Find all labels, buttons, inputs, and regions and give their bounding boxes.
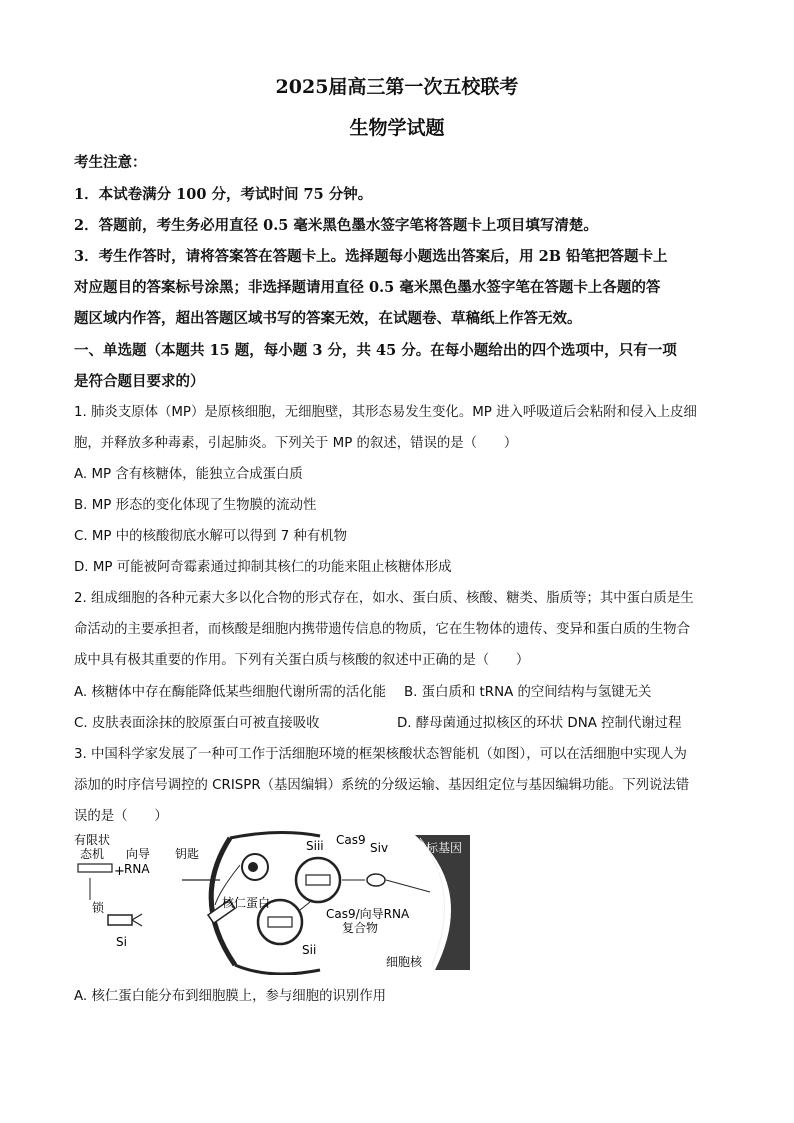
figure-label-guide-1: 向导	[126, 847, 151, 861]
figure-label-fsm-1: 有限状	[74, 833, 111, 847]
cas9-complex	[367, 874, 385, 886]
figure-label-nucleus: 细胞核	[386, 955, 423, 969]
notice-item-1: 1．本试卷满分 100 分，考试时间 75 分钟。	[74, 186, 373, 203]
question-1-option-c: C. MP 中的核酸彻底水解可以得到 7 种有机物	[74, 529, 348, 544]
figure-label-guide-2: RNA	[124, 862, 150, 876]
fsm-icon	[78, 864, 112, 872]
key-icon	[248, 862, 258, 872]
figure-label-plus: +	[114, 864, 125, 879]
question-2-stem-cont-1: 命活动的主要承担者，而核酸是细胞内携带遗传信息的物质，它在生物体的遗传、变异和蛋白质的生物合	[74, 622, 690, 637]
question-2-option-d: D. 酵母菌通过拟核区的环状 DNA 控制代谢过程	[397, 716, 682, 731]
question-2-option-c: C. 皮肤表面涂抹的胶原蛋白可被直接吸收	[74, 716, 320, 731]
question-1-option-a: A. MP 含有核糖体，能独立合成蛋白质	[74, 467, 303, 482]
figure-label-nucleolin: 核仁蛋白	[222, 896, 271, 910]
exam-subject: 生物学试题	[349, 117, 445, 139]
notice-heading: 考生注意：	[74, 154, 147, 171]
question-2-stem-cont-2: 成中具有极其重要的作用。下列有关蛋白质与核酸的叙述中正确的是（ ）	[74, 653, 530, 668]
question-2-option-a: A. 核糖体中存在酶能降低某些细胞代谢所需的活化能	[74, 685, 387, 700]
notice-item-2: 2．答题前，考生务必用直径 0.5 毫米黑色墨水签字笔将答题卡上项目填写清楚。	[74, 217, 598, 234]
figure-label-sii: Sii	[302, 943, 317, 957]
figure-label-fsm-2: 态机	[80, 847, 105, 861]
question-2-option-b: B. 蛋白质和 tRNA 的空间结构与氢键无关	[404, 685, 652, 700]
cell-membrane-bottom	[235, 965, 320, 974]
exam-title: 2025届高三第一次五校联考	[275, 76, 519, 98]
figure-label-cas9: Cas9	[336, 833, 366, 847]
notice-item-3-cont-1: 对应题目的答案标号涂黑；非选择题请用直径 0.5 毫米黑色墨水签字笔在答题卡上各题的答	[74, 279, 661, 296]
figure-label-siv: Siv	[370, 841, 389, 855]
section-heading-cont: 是符合题目要求的）	[74, 373, 205, 390]
si-device	[108, 915, 132, 925]
figure-label-key: 钥匙	[175, 847, 200, 861]
cell-membrane-top	[230, 832, 320, 838]
question-2-stem: 2. 组成细胞的各种元素大多以化合物的形式存在，如水、蛋白质、核酸、糖类、脂质等；其中蛋白质是生	[74, 591, 694, 606]
question-3-figure	[70, 830, 470, 975]
figure-label-lock: 锁	[92, 901, 105, 915]
figure-label-siii: Siii	[306, 839, 324, 853]
question-3-stem: 3. 中国科学家发展了一种可工作于活细胞环境的框架核酸状态智能机（如图），可以在活细胞中实现人为	[74, 747, 687, 762]
figure-label-target-gene: 目标基因	[414, 841, 463, 855]
section-heading: 一、单选题（本题共 15 题，每小题 3 分，共 45 分。在每小题给出的四个选项中，只有一项	[74, 342, 677, 359]
question-3-option-a: A. 核仁蛋白能分布到细胞膜上，参与细胞的识别作用	[74, 989, 387, 1004]
question-1-option-b: B. MP 形态的变化体现了生物膜的流动性	[74, 498, 317, 513]
notice-item-3: 3．考生作答时，请将答案答在答题卡上。选择题每小题选出答案后，用 2B 铅笔把答题卡上	[74, 248, 668, 265]
figure-label-si: Si	[116, 935, 127, 949]
notice-item-3-cont-2: 题区域内作答，超出答题区域书写的答案无效，在试题卷、草稿纸上作答无效。	[74, 310, 582, 327]
question-3-stem-cont-2: 误的是（ ）	[74, 809, 168, 824]
figure-label-complex-1: Cas9/向导RNA	[326, 907, 410, 921]
question-1-option-d: D. MP 可能被阿奇霉素通过抑制其核仁的功能来阻止核糖体形成	[74, 560, 452, 575]
question-1-stem: 1. 肺炎支原体（MP）是原核细胞，无细胞壁，其形态易发生变化。MP 进入呼吸道后会粘附和侵入上皮细	[74, 405, 697, 420]
figure-label-complex-2: 复合物	[342, 921, 379, 935]
question-3-stem-cont-1: 添加的时序信号调控的 CRISPR（基因编辑）系统的分级运输、基因组定位与基因编辑功能。下列说法错	[74, 778, 690, 793]
question-1-stem-cont: 胞，并释放多种毒素，引起肺炎。下列关于 MP 的叙述，错误的是（ ）	[74, 436, 518, 451]
nucleus-shape	[415, 835, 470, 970]
